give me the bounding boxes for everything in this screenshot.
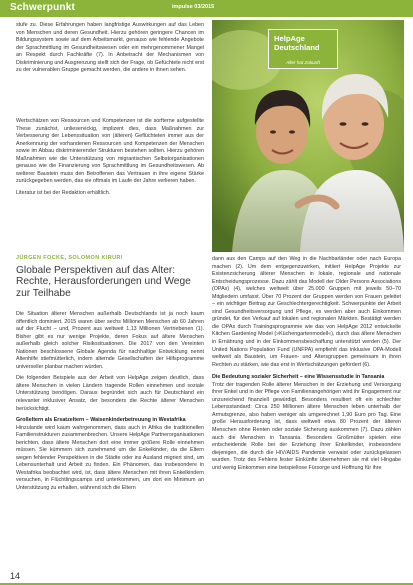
- article-headline: Globale Perspektiven auf das Alter: Rechte, Herausforderungen und Wege zur Teilhabe: [16, 265, 191, 299]
- intro-paragraph-1: stufe zu. Diese Erfahrungen haben langfristige Auswirkungen auf das Leben von Menschen und deren Gesundheit. Hierzu gehören geringere Chancen im Bildungssystem sowie auf dem Arbeitsmarkt, genauso wie fehlende Angebote der Sprachmittlung im Gesundheitswesen oder ein mehrgenommener Mangel an Respekt durch Fachkräfte (7). In Anbetracht der Mechanismen von Diskriminierung und Ausgrenzung stellt sich der Frage, ob Gefüchtete nicht erst zu der vulnerablen Gruppe gemacht werden, die andere in ihnen sehen.: [16, 22, 204, 74]
- article-authors: JÜRGEN FOCKE, SOLOMON KIRURI: [16, 255, 123, 261]
- intro-footnote: Literatur ist bei der Redaktion erhältlich.: [16, 189, 111, 196]
- intro-block-2: [16, 118, 204, 197]
- article-paragraph: Hinzulande wird kaum wahrgenommen, dass auch in Afrika die traditionellen Familienstrukturen zusammenbrechen. Unsere HelpAge Partnerorganisationen berichten, dass ältere Menschen dort eine immer größere Rolle einnehmen müssen. Sie kümmern sich zunehmend um die Enkelkinder, da die Eltern wegen fehlender Perspektiven in die Städte oder ins Ausland migriert sind, um Lebensunterhalt und Arbeit zu finden. Ein Phänomen, das insbesondere in Westafrika beobachtet wird, ist, dass ältere Menschen mit ihren Enkelkindern versuchen, in Flüchtlingscamps und unterkommen, um dort ein Minimum an Unterstützung zu erhalten, während sich die Eltern: [16, 424, 204, 492]
- helpage-logo: [268, 29, 338, 69]
- article-subhead: Die Bedeutung sozialer Sicherheit – eine Wissensstudie in Tansania: [212, 374, 385, 381]
- article-subhead: Großeltern als Ersatzeltern – Waisenkinderbetreuung in Westafrika: [16, 417, 186, 424]
- article-column-right: [212, 256, 401, 472]
- header-bar: [0, 0, 413, 17]
- logo-line-2: Deutschland: [274, 43, 320, 52]
- page-number: 14: [10, 571, 21, 581]
- logo-tagline: Alter hat Zukunft: [286, 60, 320, 65]
- article-paragraph: dann aus den Camps auf den Weg in die Nachbarländer oder nach Europa machen (2). Um dem entgegenzuwirken, initiiert HelpAge Projekte zur Existenzsicherung älterer Menschen in lokale, regionale und nationale Entscheidungsprozesse. Dazu zählt das Modell der Older Persons Associations (OPAs) (4), welches weltweit über 25.000 Gruppen mit jeweils 50–70 Mitgliedern umfasst. Über 70 Prozent der Gruppen werden von Frauen geleitet – ein wichtiger Beitrag zur Geschlechtergerechtigkeit. Schwerpunkte der Arbeit sind Gesundheitsversorgung und Pflege, es werden aber auch Einkommen gründet, für den Verkauf auf lokalen und regionalen Märkten. Bestätigt werden die OPAs durch Trainingsprogramme wie das von HelpAge 2012 entwickelte Kitchen Gardening Model (»Küchengartenmodell«), durch das ältere Menschen in Ernährung und in der Einkommensbeschaffung unterstützt werden (5). Der United Nations Population Fund (UNFPA) empfiehlt das inklusive OPA-Modell weltweit als Baustein, um Frauen- und Altersgruppen gemeinsam in ihren Rechten zu stärken, wie das erst in Wertschätzungen gefördert (6).: [212, 256, 401, 368]
- issue-label: impulse 03/2015: [172, 4, 215, 10]
- intro-paragraph-2: Wertschätzen von Ressourcen und Kompetenzen ist die sorfterne aufgestellte These zunächst, unlieservickig, implizent dies, dass Maßnahmen zur Verbesserung der Lebenssituation von (älteren) Geflüchteten immer aus der Anerkennung der vorhandenen Ressourcen und Kompetenzen der Menschen sowie im Abbau diskriminierender Strukturen bestehen sollten. Hierzu gehören Maßnahmen wie die Unterstützung von migrantischen Selbstorganisationen genauso wie die Finanzierung von Sprachmittlung im Gesundheitswesen. Ab welterer Baustein muss den Betroffenen das Vertrauen in ihre eigene Stärke zurückgegeben werden, das sie oftmals im Laufe der Jahre verlieren haben.: [16, 118, 204, 185]
- logo-line-1: HelpAge: [274, 34, 305, 43]
- intro-block-1: [16, 22, 204, 75]
- article-paragraph: Die folgenden Beispiele aus der Arbeit von HelpAge zeigen deutlich, dass ältere Menschen in vielen Ländern tragende Rollen einnehmen und soziale Unterstützung benötigen. Daraus begründet sich auch für Deutschland ein relevanter inklusiver Ansatz, der besonders die Rechte älterer Menschen berücksichtigt.: [16, 375, 204, 412]
- article-paragraph: Die Situation älterer Menschen außerhalb Deutschlands ist ja noch kaum öffentlich dominiert. 2015 waren über sechs Millionen Menschen ab 60 Jahren auf der Flucht – und, Prozent aus weltweit 1,13 Millionen Vertriebenen (1). Bisher gibt es nur wenige Projekte, deren Fokus auf ältere Menschen außerhalb gleich solcher Risikosituationen. Die 2017 von den Vereinten Nationen beschlossene Globale Agenda für nachhaltige Entwicklung nennt Altenhilfe stiefmütterlich, indem alternde Gesellschaften der Hilfsprogramme universeller planbar machen würden.: [16, 311, 204, 370]
- section-label: Schwerpunkt: [10, 2, 75, 13]
- article-paragraph: Trotz der tragenden Rolle älterer Menschen in der Erziehung und Versorgung ihrer Enkel und in der Pflege von Familienangehörigen wird ihr Engagement nur unzureichend finanziell gewürdigt. Besonders resultiert oft ein schlechter Lebensstandard: Circa 250 Millionen ältere Menschen leben unterhalb der Armutsgrenze, also haben weniger als umgerechnet 1,90 Euro pro Tag. Eine große Herausforderung ist, dass weltweit etwa 80 Prozent der älteren Menschen ohne Renten oder soziale Sicherung auskommen (7). Dazu zählen auch die Menschen in Tansania. Besonders Großmütter spielen eine entscheidende Rolle bei der Erziehung ihrer Enkelkinder, insbesondere diejenigen, die durch die HIV/AIDS Pandemie verwaist oder zurückgelassen wurden. Trotz des Fehlens fester Einkünfte übernehmen sie mit viel Hingabe und wenig Einkommen eine beispiellose Fürsorge und Hoffnung für ihre: [212, 381, 401, 471]
- article-column-left: [16, 311, 204, 493]
